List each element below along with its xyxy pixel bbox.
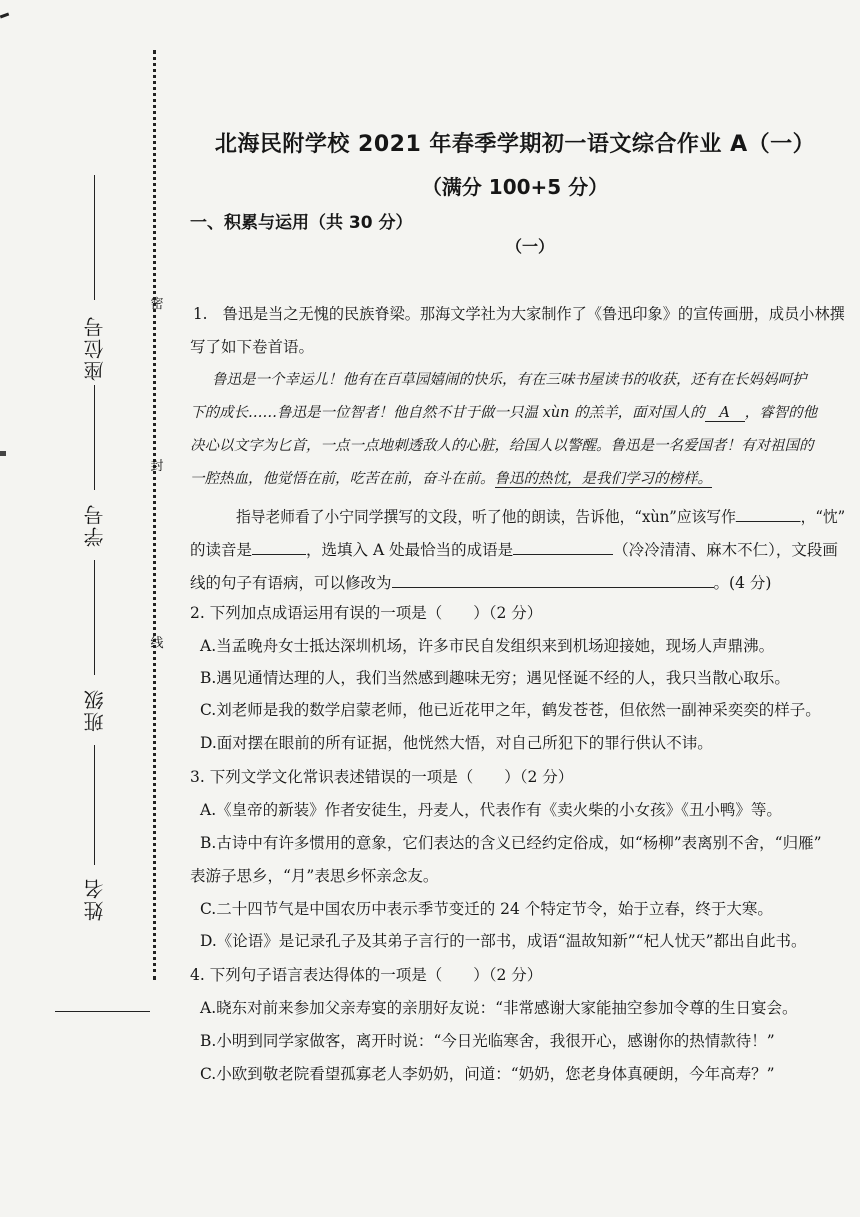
- q3-option-a[interactable]: A.《皇帝的新装》作者安徒生，丹麦人，代表作有《卖火柴的小女孩》《丑小鸭》等。: [200, 801, 782, 819]
- scan-mark: [0, 451, 6, 456]
- q4-option-c[interactable]: C.小欧到敬老院看望孤寡老人李奶奶，问道：“奶奶，您老身体真硬朗，今年高寿？”: [200, 1065, 775, 1083]
- task-text: （冷冷清清、麻木不仁），文段画: [613, 541, 838, 559]
- q4-option-a[interactable]: A.晓东对前来参加父亲寿宴的亲朋好友说：“非常感谢大家能抽空参加令尊的生日宴会。: [200, 999, 798, 1017]
- q1-task-line-1: [236, 503, 845, 527]
- passage-line-3: 决心以文字为匕首，一点一点地刺透敌人的心脏，给国人以警醒。鲁迅是一名爱国者！有对祖国的: [190, 438, 814, 454]
- q2-option-a[interactable]: A.当孟晚舟女士抵达深圳机场，许多市民自发组织来到机场迎接她，现场人声鼎沸。: [200, 637, 775, 655]
- binding-dotted-line: [153, 50, 156, 980]
- task-text: 线的句子有语病，可以修改为: [190, 574, 392, 592]
- q2-stem: 2. 下列加点成语运用有误的一项是（ ）（2 分）: [190, 604, 543, 622]
- q3-option-d[interactable]: D.《论语》是记录孔子及其弟子言行的一部书，成语“温故知新”“杞人忧天”都出自此书。: [200, 932, 807, 950]
- seat-number-line: [94, 175, 95, 300]
- section-heading: 一、积累与运用（共 30 分）: [190, 213, 413, 233]
- blank-pronunciation[interactable]: [252, 536, 306, 555]
- q2-option-d[interactable]: D.面对摆在眼前的所有证据，他恍然大悟，对自己所犯下的罪行供认不讳。: [200, 734, 713, 752]
- q3-stem: 3. 下列文学文化常识表述错误的一项是（ ）（2 分）: [190, 768, 574, 786]
- q1-task-line-3: [190, 569, 771, 593]
- passage-text: 下的成长……鲁迅是一位智者！他自然不甘于做一只温 xùn 的羔羊，面对国人的: [190, 405, 705, 421]
- task-text: 。(4 分): [713, 574, 772, 592]
- seat-number-field[interactable]: [80, 175, 110, 385]
- name-label: 姓名: [83, 877, 107, 921]
- q3-option-b[interactable]: B.古诗中有许多惯用的意象，它们表达的含义已经约定俗成，如“杨柳”表离别不舍，“归雁”: [200, 834, 822, 852]
- binding-char-mi: 密: [150, 297, 164, 312]
- q3-option-c[interactable]: C.二十四节气是中国农历中表示季节变迁的 24 个特定节令，始于立春，终于大寒。: [200, 900, 773, 918]
- q2-option-b[interactable]: B.遇见通情达理的人，我们当然感到趣味无穷；遇见怪诞不经的人，我只当散心取乐。: [200, 669, 790, 687]
- part-heading: （一）: [506, 237, 555, 256]
- binding-char-feng: 封: [150, 459, 164, 474]
- passage-text: ，睿智的他: [744, 405, 818, 421]
- student-id-field[interactable]: [80, 385, 110, 550]
- student-id-line: [94, 385, 95, 490]
- scan-mark: [0, 13, 9, 19]
- blank-xun-answer[interactable]: [736, 503, 801, 522]
- student-id-label: 学号: [83, 503, 107, 547]
- task-text: 指导老师看了小宁同学撰写的文段，听了他的朗读，告诉他，“xùn”应该写作: [236, 508, 736, 526]
- seat-number-label: 座位号: [83, 315, 107, 381]
- blank-revision[interactable]: [392, 569, 714, 588]
- q4-stem: 4. 下列句子语言表达得体的一项是（ ）（2 分）: [190, 966, 543, 984]
- binding-char-xian: 线: [150, 636, 164, 651]
- q1-line-2: 写了如下卷首语。: [190, 338, 315, 356]
- q1-task-line-2: [190, 536, 838, 560]
- blank-a[interactable]: A: [705, 403, 745, 422]
- q3-option-b-cont: 表游子思乡，“月”表思乡怀亲念友。: [190, 867, 439, 885]
- task-text: ，“忱”: [800, 508, 846, 526]
- class-label: 班级: [83, 688, 107, 732]
- passage-line-1: 鲁迅是一个幸运儿！他有在百草园嬉闹的快乐，有在三味书屋读书的收获，还有在长妈妈呵护: [212, 372, 807, 388]
- exam-subtitle: （满分 100+5 分）: [421, 175, 609, 199]
- task-text: ，选填入 A 处最恰当的成语是: [306, 541, 514, 559]
- exam-title: 北海民附学校 2021 年春季学期初一语文综合作业 A（一）: [214, 132, 816, 157]
- name-field[interactable]: [80, 745, 110, 925]
- margin-rule: [55, 1011, 150, 1012]
- blank-idiom[interactable]: [513, 536, 613, 555]
- q2-option-c[interactable]: C.刘老师是我的数学启蒙老师，他已近花甲之年，鹤发苍苍，但依然一副神采奕奕的样子。: [200, 701, 821, 719]
- class-field[interactable]: [80, 560, 110, 735]
- q1-line-1: 1. 鲁迅是当之无愧的民族脊梁。那海文学社为大家制作了《鲁迅印象》的宣传画册，成员小林撰: [193, 305, 845, 323]
- passage-text: 一腔热血，他觉悟在前，吃苦在前，奋斗在前。: [190, 471, 495, 487]
- passage-line-4: [190, 469, 712, 489]
- q4-option-b[interactable]: B.小明到同学家做客，离开时说：“今日光临寒舍，我很开心，感谢你的热情款待！”: [200, 1032, 775, 1050]
- class-line: [94, 560, 95, 675]
- task-text: 的读音是: [190, 541, 253, 559]
- passage-line-2: [190, 403, 817, 423]
- name-line: [94, 745, 95, 865]
- underlined-sentence: 鲁迅的热忱，是我们学习的榜样。: [494, 471, 712, 487]
